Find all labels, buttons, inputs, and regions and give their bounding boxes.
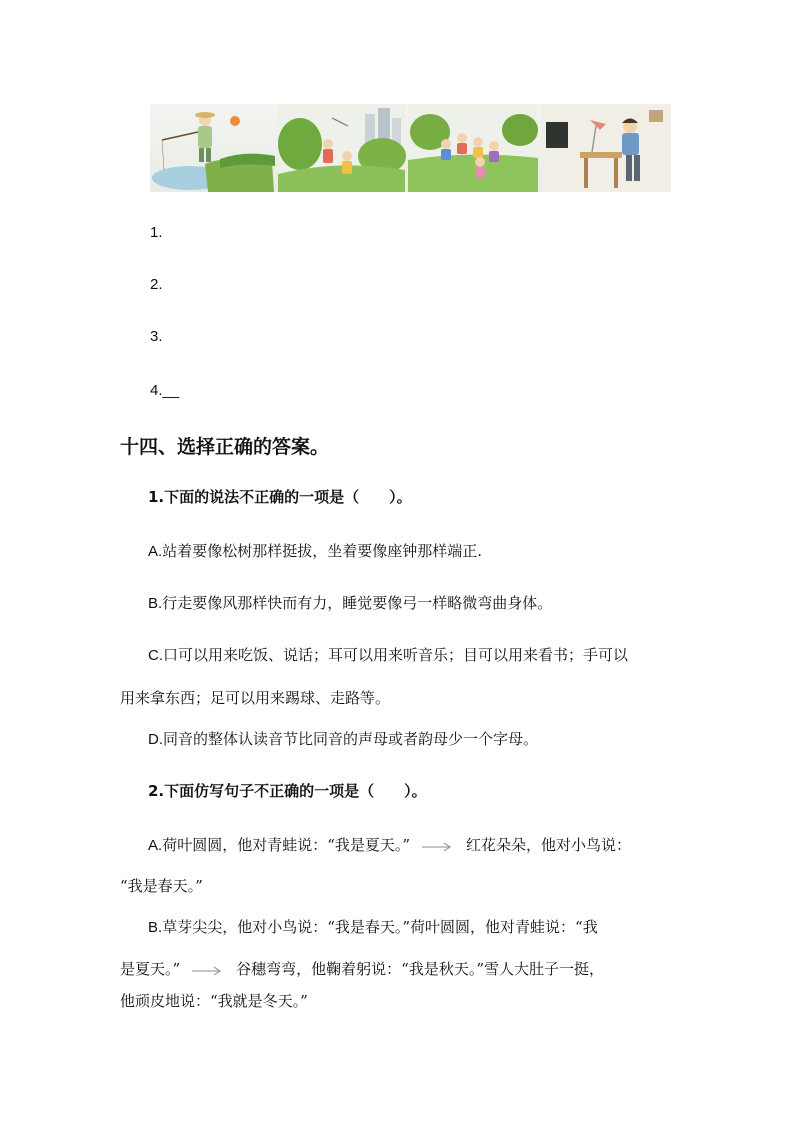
option-text: 同音的整体认读音节比同音的声母或者韵母少一个字母。 — [163, 730, 539, 748]
answer-line-4: 4.__ — [150, 382, 180, 399]
option-text: 红花朵朵，他对小鸟说： — [466, 836, 632, 854]
option-letter: B. — [148, 595, 163, 612]
option-letter: A. — [148, 543, 163, 560]
q2-option-a — [148, 834, 631, 855]
illustration-strip — [150, 104, 671, 192]
q1-option-b — [148, 592, 552, 613]
answer-line-2: 2. — [150, 276, 163, 293]
option-letter: A. — [148, 837, 163, 854]
panel-children-group — [408, 104, 538, 192]
panel-children-in-park — [278, 104, 406, 192]
answer-line-1: 1. — [150, 224, 163, 241]
panel-student-at-desk — [541, 104, 671, 192]
option-text: 站着要像松树那样挺拔，坐着要像座钟那样端正. — [162, 542, 482, 560]
arrow-right-icon — [192, 965, 222, 975]
option-letter: D. — [148, 731, 163, 748]
q2-option-a-continued: “我是春天。” — [120, 877, 203, 895]
q2-option-b — [148, 916, 598, 937]
q2-option-b-line2 — [120, 958, 604, 979]
question-2-title: 2.下面仿写句子不正确的一项是（ ）。 — [148, 782, 427, 800]
q1-option-d — [148, 728, 538, 749]
q1-option-c-continued: 用来拿东西；足可以用来踢球、走路等。 — [120, 689, 391, 707]
option-text: 荷叶圆圆，他对青蛙说：“我是夏天。” — [162, 836, 411, 854]
option-letter: B. — [148, 919, 163, 936]
q2-option-b-line3: 他顽皮地说：“我就是冬天。” — [120, 992, 308, 1010]
option-text: 口可以用来吃饭、说话；耳可以用来听音乐；目可以用来看书；手可以 — [163, 646, 629, 664]
option-text: 是夏天。” — [120, 960, 181, 978]
arrow-right-icon — [422, 841, 452, 851]
section-title: 十四、选择正确的答案。 — [120, 436, 330, 458]
answer-line-3: 3. — [150, 328, 163, 345]
question-1-title: 1.下面的说法不正确的一项是（ ）。 — [148, 488, 412, 506]
q1-option-c — [148, 644, 628, 665]
q1-option-a — [148, 540, 482, 561]
option-text: 行走要像风那样快而有力，睡觉要像弓一样略微弯曲身体。 — [162, 594, 553, 612]
option-text: 草芽尖尖，他对小鸟说：“我是春天。”荷叶圆圆，他对青蛙说：“我 — [162, 918, 598, 936]
option-text: 谷穗弯弯，他鞠着躬说：“我是秋天。”雪人大肚子一挺， — [236, 960, 605, 978]
option-letter: C. — [148, 647, 163, 664]
